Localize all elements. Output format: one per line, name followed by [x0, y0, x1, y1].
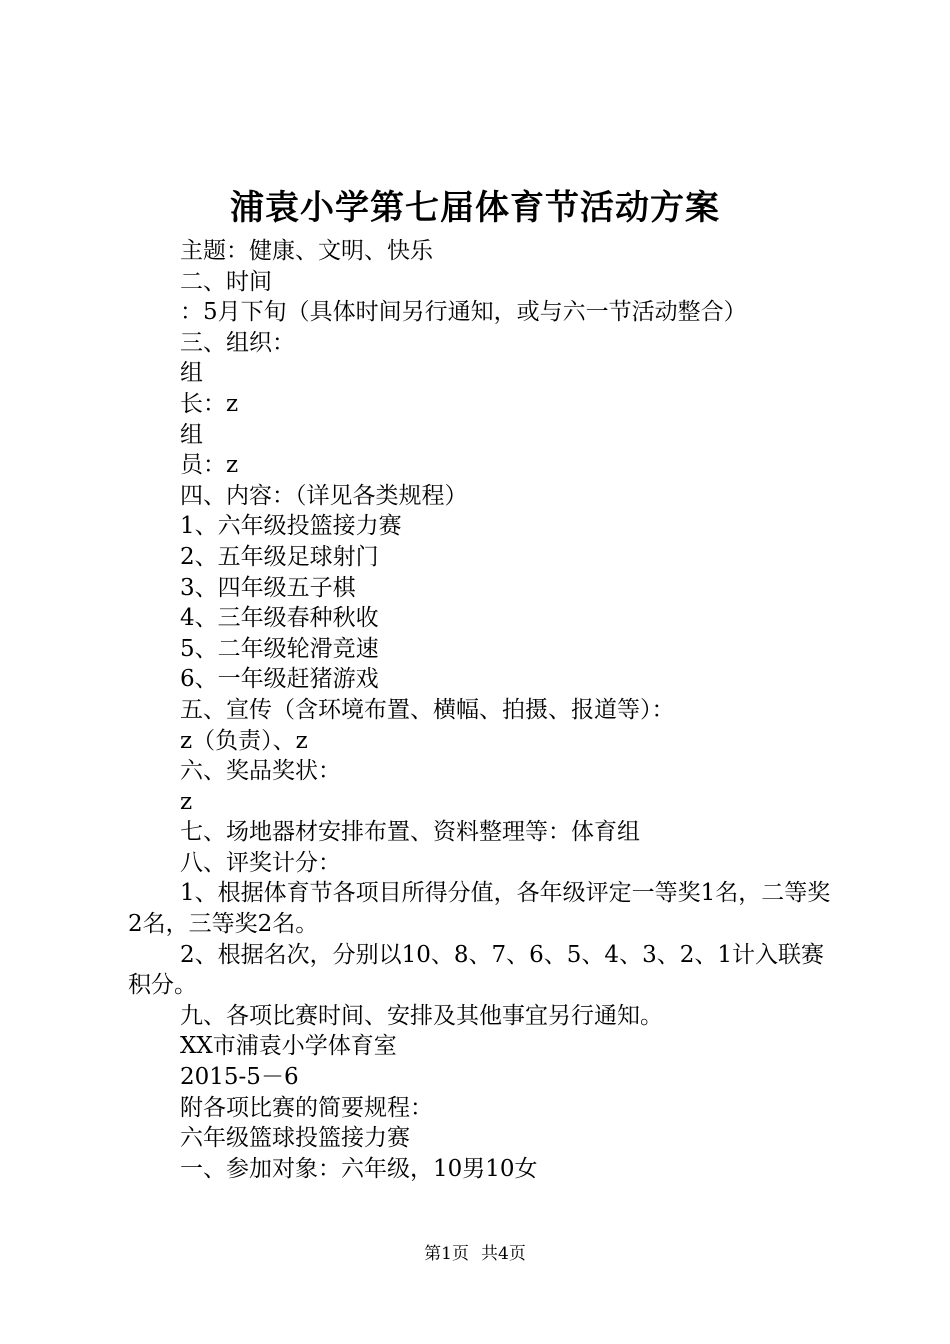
- body-line-publicity: z（负责）、z: [180, 727, 308, 754]
- body-line-other: 九、各项比赛时间、安排及其他事宜另行通知。: [180, 1002, 663, 1029]
- body-line-member-2: 员：z: [180, 452, 239, 479]
- body-line-signature: XX市浦袁小学体育室: [180, 1033, 397, 1060]
- body-line-member-1: 组: [180, 421, 203, 448]
- body-paragraph-scoring-1: 1、根据体育节各项目所得分值，各年级评定一等奖1名，二等奖2名，三等奖2名。: [128, 880, 831, 938]
- body-line-date: 2015-5－6: [180, 1064, 299, 1091]
- body-line-prizes-heading: 六、奖品奖状：: [180, 758, 341, 785]
- body-line-participants: 一、参加对象：六年级，10男10女: [180, 1155, 538, 1182]
- body-line-content-heading: 四、内容：（详见各类规程）: [180, 482, 468, 509]
- body-line-time-heading: 二、时间: [180, 268, 272, 295]
- document-title: 浦袁小学第七届体育节活动方案: [230, 188, 720, 228]
- body-line-theme: 主题：健康、文明、快乐: [180, 238, 433, 264]
- body-line-org-heading: 三、组织：: [180, 329, 295, 356]
- page-footer: [0, 1242, 950, 1266]
- body-line-event-1: 1、六年级投篮接力赛: [180, 513, 402, 540]
- body-line-event-2: 2、五年级足球射门: [180, 543, 379, 570]
- body-line-scoring-heading: 八、评奖计分：: [180, 849, 341, 876]
- page-number: 第1页: [424, 1244, 469, 1264]
- body-paragraph-scoring-2: 2、根据名次，分别以10、8、7、6、5、4、3、2、1计入联赛积分。: [128, 941, 824, 999]
- body-line-event-4: 4、三年级春种秋收: [180, 605, 379, 632]
- document-body: [128, 236, 838, 1184]
- body-line-event-3: 3、四年级五子棋: [180, 574, 356, 601]
- body-line-appendix: 附各项比赛的简要规程：: [180, 1094, 433, 1121]
- body-line-publicity-heading: 五、宣传（含环境布置、横幅、拍摄、报道等）：: [180, 696, 675, 723]
- body-line-time: ：5月下旬（具体时间另行通知，或与六一节活动整合）: [180, 299, 747, 326]
- body-line-event-5: 5、二年级轮滑竞速: [180, 635, 379, 662]
- body-line-event-6: 6、一年级赶猪游戏: [180, 666, 379, 693]
- body-line-rule-title: 六年级篮球投篮接力赛: [180, 1125, 410, 1152]
- page-total: 共4页: [481, 1244, 526, 1264]
- body-line-venue: 七、场地器材安排布置、资料整理等：体育组: [180, 819, 640, 846]
- body-line-prizes: z: [180, 788, 193, 815]
- body-line-leader-2: 长：z: [180, 390, 239, 417]
- body-line-leader-1: 组: [180, 360, 203, 387]
